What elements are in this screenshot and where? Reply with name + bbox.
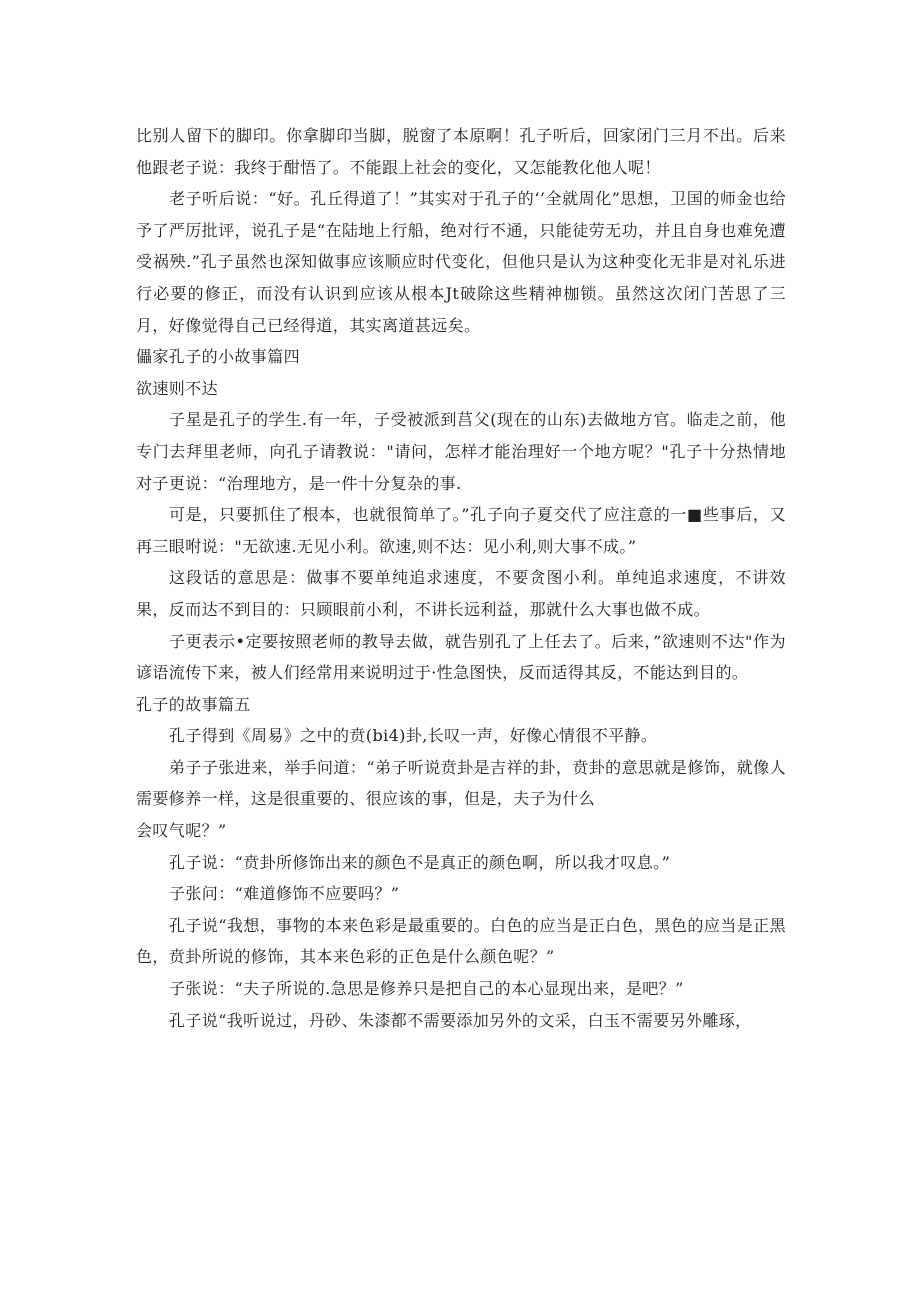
paragraph: 会叹气呢？” (136, 821, 227, 841)
paragraph: 孔子说：“贲卦所修饰出来的颜色不是真正的颜色啊，所以我才叹息。” (169, 852, 671, 872)
paragraph: 子更表示•定要按照老师的教导去做，就告别孔了上任去了。后来，”欲速则不达"作为谚语流传下来，被人们经常用来说明过于·性急图快，反而适得其反，不能达到目的。 (136, 631, 786, 683)
section-heading: 儡家孔子的小故事篇四 (136, 347, 301, 367)
paragraph: 可是，只要抓住了根本，也就很简单了。”孔子向子夏交代了应注意的一■些事后，又再三眼咐说："无欲速.无见小利。欲速,则不达：见小利,则大事不成。” (136, 505, 786, 556)
paragraph: 老子听后说：“好。孔丘得道了！”其实对于孔子的‘’全就周化”思想，卫国的师金也给予了严厉批评，说孔子是“在陆地上行船，绝对行不通，只能徒劳无功，并且自身也难免遭受祸殃.”孔子虽然也深知做事应该顺应时代变化，但他只是认为这种变化无非是对礼乐进行必要的修正，而没有认识到应该从根本Jt破除这些精神枷锁。虽然这次闭门苦思了三月，好像觉得自己已经得道，其实离道甚远矣。 (136, 189, 786, 335)
paragraph: 弟子子张进来，举手问道：“弟子听说贲卦是吉祥的卦，贲卦的意思就是修饰，就像人需要修养一样，这是很重要的、很应该的事，但是，夫子为什么 (136, 757, 786, 809)
paragraph: 孔子说“我想，事物的本来色彩是最重要的。白色的应当是正白色，黑色的应当是正黑色，贲卦所说的修饰，其本来色彩的正色是什么颜色呢？” (136, 915, 786, 967)
paragraph: 子张问：“难道修饰不应要吗？” (169, 884, 400, 904)
paragraph: 比别人留下的脚印。你拿脚印当脚，脱窗了本原啊！孔子听后，回家闭门三月不出。后来他跟老子说：我终于酣悟了。不能跟上社会的变化，又怎能教化他人呢！ (136, 126, 786, 177)
paragraph: 孔子得到《周易》之中的贲(bi4)卦,长叹一声，好像心情很不平静。 (169, 726, 658, 746)
story-title: 欲速则不达 (136, 378, 219, 398)
section-heading: 孔子的故事篇五 (136, 694, 251, 714)
paragraph: 孔子说“我听说过，丹砂、朱漆都不需要添加另外的文采，白玉不需要另外雕琢， (169, 1010, 752, 1030)
document-body (136, 120, 786, 1036)
paragraph: 这段话的意思是：做事不要单纯追求速度，不要贪图小利。单纯追求速度，不讲效果，反而达不到目的：只顾眼前小利，不讲长远利益，那就什么大事也做不成。 (136, 568, 786, 619)
paragraph: 子星是孔子的学生.有一年，子受被派到莒父(现在的山东)去做地方官。临走之前，他专门去拜里老师，向孔子请教说："请问，怎样才能治理好一个地方呢？"孔子十分热情地对子更说：“治理地方，是一件十分复杂的事. (136, 410, 786, 493)
paragraph: 子张说：“夫子所说的.急思是修养只是把自己的本心显现出来，是吧？” (169, 979, 684, 999)
